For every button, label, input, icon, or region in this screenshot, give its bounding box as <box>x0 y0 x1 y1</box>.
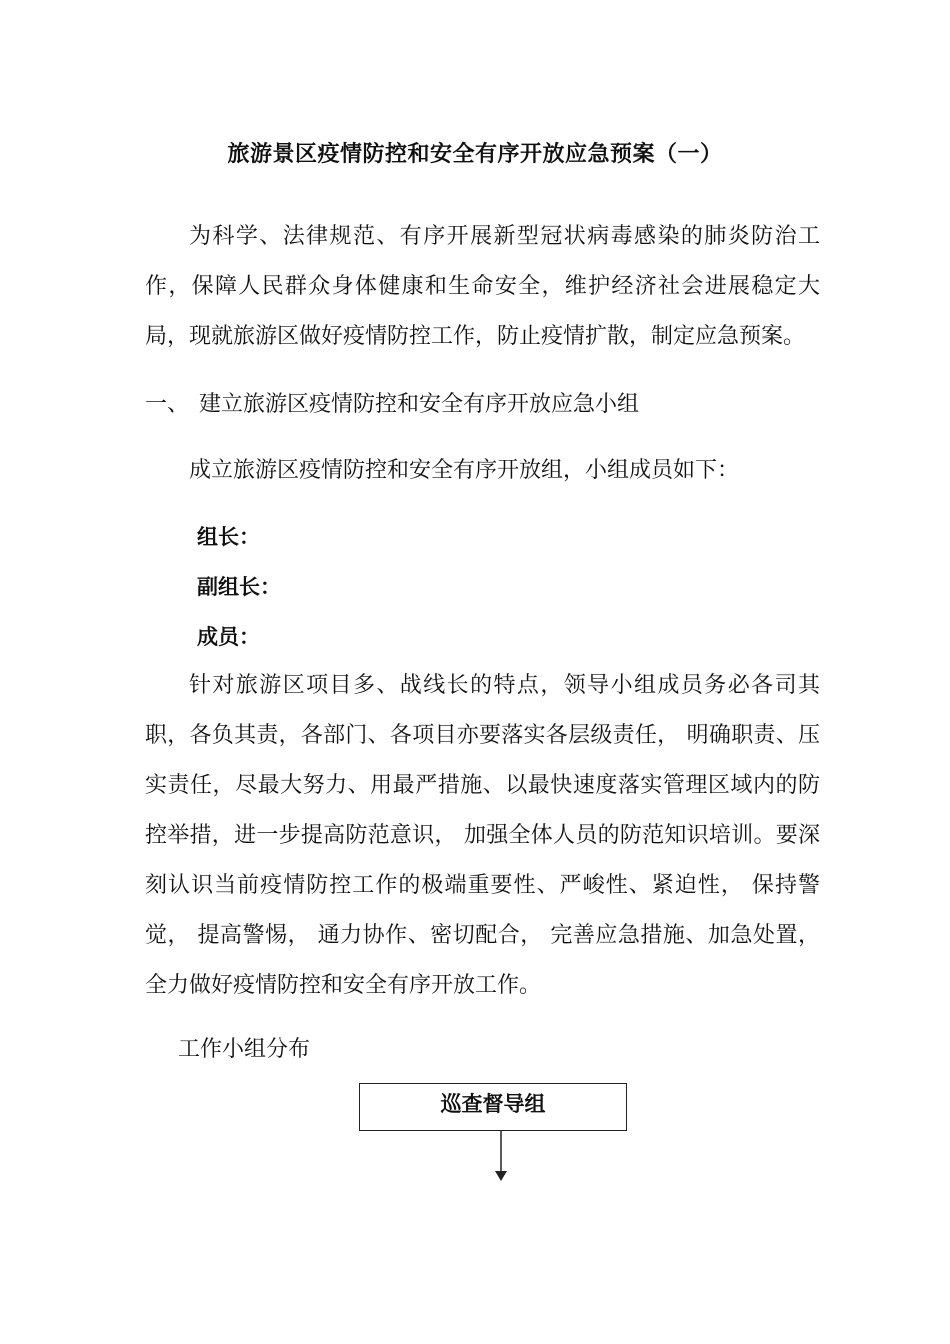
org-chart-arrow-icon <box>490 1131 512 1183</box>
group-intro: 成立旅游区疫情防控和安全有序开放组，小组成员如下： <box>189 458 740 483</box>
intro-paragraph: 为科学、法律规范、有序开展新型冠状病毒感染的肺炎防治工作，保障人民群众身体健康和生命安全，维护经济社会进展稳定大局，现就旅游区做好疫情防控工作，防止疫情扩散，制定应急预案。 <box>145 224 820 349</box>
document-title: 旅游景区疫情防控和安全有序开放应急预案（一） <box>227 141 723 167</box>
role-leader: 组长： <box>197 524 260 549</box>
role-members: 成员： <box>197 624 260 649</box>
role-deputy: 副组长： <box>197 574 281 599</box>
distribution-heading: 工作小组分布 <box>178 1037 311 1062</box>
org-chart-box-inspection: 巡查督导组 <box>359 1083 627 1131</box>
section-heading-text: 建立旅游区疫情防控和安全有序开放应急小组 <box>199 392 640 417</box>
body-paragraph: 针对旅游区项目多、战线长的特点，领导小组成员务必各司其职，各负其责，各部门、各项目亦要落实各层级责任， 明确职责、压实责任，尽最大努力、用最严措施、以最快速度落实管理区域内的防控举措，进一步提高防范意识， 加强全体人员的防范知识培训。要深刻认识当前疫情防控工作的极端重要性、严峻性、紧迫性， 保持警觉， 提高警惕， 通力协作、密切配合， 完善应急措施、加急处置，全力做好疫情防控和安全有序开放工作。 <box>145 673 820 998</box>
section-number: 一、 <box>145 392 190 417</box>
section-heading <box>145 380 639 430</box>
